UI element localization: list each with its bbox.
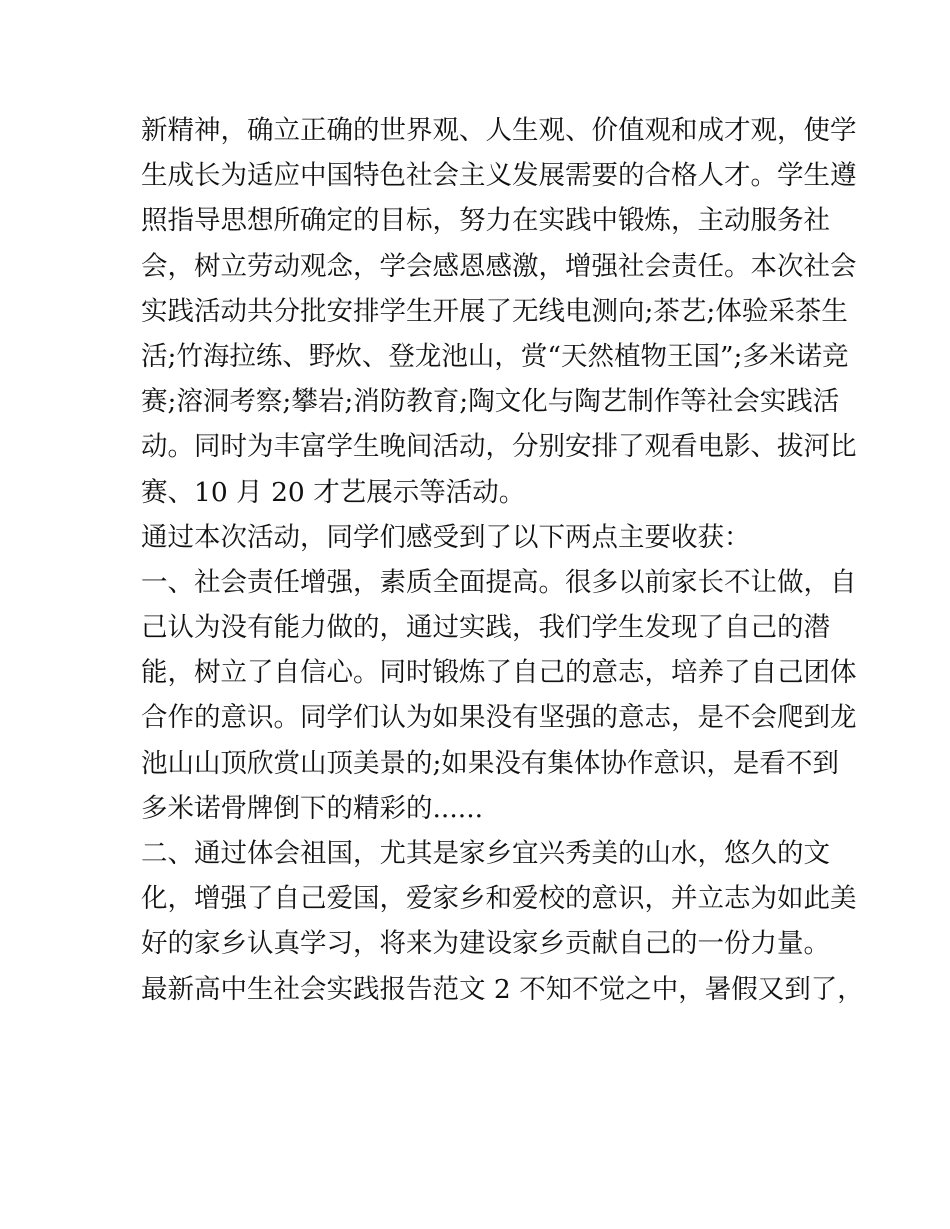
text-line: 新精神，确立正确的世界观、人生观、价值观和成才观，使学 bbox=[141, 115, 857, 146]
text-line: 会，树立劳动观念，学会感恩感激，增强社会责任。本次社会 bbox=[141, 250, 857, 282]
text-line: 赛;溶洞考察;攀岩;消防教育;陶文化与陶艺制作等社会实践活 bbox=[141, 386, 840, 418]
text-line: 活;竹海拉练、野炊、登龙池山，赏“天然植物王国”;多米诺竞 bbox=[141, 340, 849, 372]
text-line: 一、社会责任增强，素质全面提高。很多以前家长不让做，自 bbox=[141, 566, 857, 598]
text-line: 动。同时为丰富学生晚间活动，分别安排了观看电影、拔河比 bbox=[141, 431, 857, 463]
text-line: 最新高中生社会实践报告范文 2 不知不觉之中，暑假又到了， bbox=[141, 973, 864, 1005]
body-text bbox=[141, 108, 864, 1012]
text-line: 池山山顶欣赏山顶美景的;如果没有集体协作意识，是看不到 bbox=[141, 747, 839, 779]
text-line: 通过本次活动，同学们感受到了以下两点主要收获： bbox=[141, 521, 751, 553]
text-line: 合作的意识。同学们认为如果没有坚强的意志，是不会爬到龙 bbox=[141, 702, 857, 734]
text-line: 赛、10 月 20 才艺展示等活动。 bbox=[141, 476, 526, 508]
text-line: 二、通过体会祖国，尤其是家乡宜兴秀美的山水，悠久的文 bbox=[141, 838, 830, 869]
text-line: 化，增强了自己爱国，爱家乡和爱校的意识，并立志为如此美 bbox=[141, 883, 857, 915]
text-line: 好的家乡认真学习，将来为建设家乡贡献自己的一份力量。 bbox=[141, 928, 830, 960]
text-line: 多米诺骨牌倒下的精彩的...... bbox=[141, 792, 484, 824]
text-line: 照指导思想所确定的目标，努力在实践中锻炼，主动服务社 bbox=[141, 205, 830, 237]
text-line: 生成长为适应中国特色社会主义发展需要的合格人才。学生遵 bbox=[141, 160, 857, 192]
text-line: 能，树立了自信心。同时锻炼了自己的意志，培养了自己团体 bbox=[141, 657, 857, 689]
text-line: 己认为没有能力做的，通过实践，我们学生发现了自己的潜 bbox=[141, 612, 830, 644]
text-line: 实践活动共分批安排学生开展了无线电测向;茶艺;体验采茶生 bbox=[141, 295, 848, 327]
